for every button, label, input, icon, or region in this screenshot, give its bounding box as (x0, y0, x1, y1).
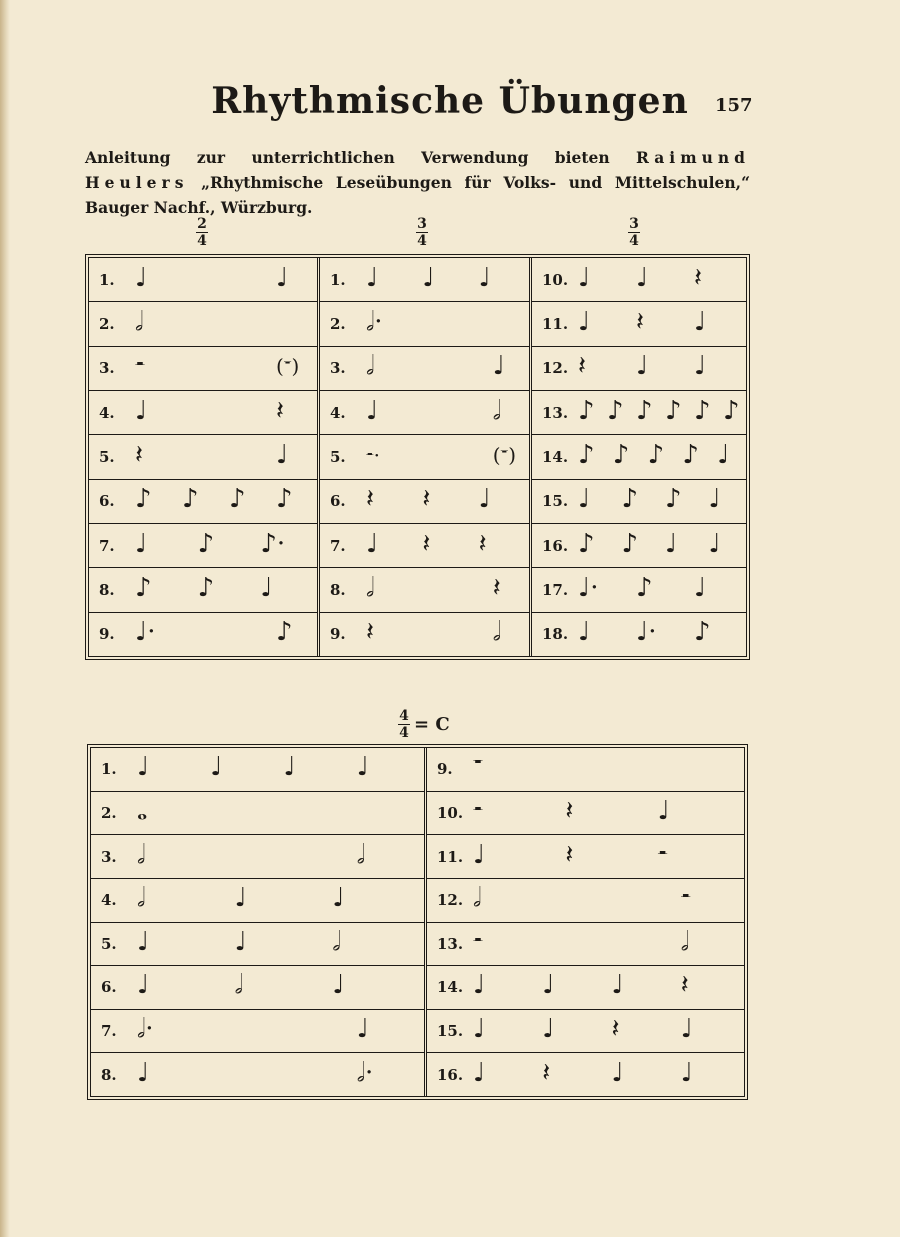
note-glyph: 𝅗𝅥 (356, 839, 366, 870)
note-glyph: 𝄽 (276, 395, 284, 426)
rhythm-notes (572, 613, 746, 656)
note-glyph: ♩· (635, 617, 657, 648)
note-glyph: ♪ (229, 484, 246, 515)
note-glyph: 𝄽 (366, 617, 374, 648)
rhythm-notes (131, 748, 424, 791)
table-column (89, 258, 317, 656)
time-sig-numerator: 3 (417, 216, 427, 232)
intro-paragraph (85, 145, 750, 220)
note-glyph: 𝅗𝅥· (356, 1057, 374, 1088)
table-row (89, 258, 317, 301)
note-glyph: ♩ (283, 752, 296, 783)
rhythm-notes (467, 1053, 744, 1096)
time-sig-denominator: 4 (629, 233, 639, 249)
note-glyph: ♪ (276, 484, 293, 515)
note-glyph: ♩ (542, 1013, 555, 1044)
table-row (532, 612, 746, 656)
note-glyph: ♩ (137, 752, 150, 783)
note-glyph: ♩ (542, 970, 555, 1001)
note-glyph: 𝅗𝅥· (137, 1013, 154, 1044)
table-row (320, 523, 529, 567)
note-glyph: ♩ (135, 528, 148, 559)
note-glyph: ♩ (234, 926, 247, 957)
note-glyph: ♩ (708, 484, 721, 515)
exercise-number: 7. (99, 536, 115, 555)
exercise-number: 2. (99, 314, 115, 333)
time-sig-denominator: 4 (197, 233, 207, 249)
exercise-number: 6. (101, 978, 117, 997)
exercise-number: 10. (542, 270, 569, 289)
note-glyph: ♩ (356, 752, 370, 783)
table-row (89, 612, 317, 656)
rhythm-notes (572, 568, 746, 611)
note-glyph: ♩ (635, 262, 649, 293)
note-glyph: ♩ (492, 351, 506, 382)
table-row (91, 878, 424, 922)
rhythm-notes (360, 524, 529, 567)
rhythm-notes (131, 1053, 424, 1096)
note-glyph: ♪ (647, 439, 665, 470)
table-row (91, 965, 424, 1009)
table-row (89, 479, 317, 523)
table-row (91, 922, 424, 966)
table-row (91, 748, 424, 791)
note-glyph: 𝅗𝅥 (366, 351, 375, 382)
rhythm-notes (467, 835, 744, 878)
time-sig-numerator: 2 (197, 216, 207, 232)
table-row (532, 567, 746, 611)
exercise-number: 1. (330, 270, 346, 289)
table-row (320, 346, 529, 390)
note-glyph: 𝄼 (657, 839, 668, 870)
note-glyph: ♩ (708, 528, 721, 559)
table-row (427, 965, 744, 1009)
exercise-number: 12. (437, 891, 464, 910)
rhythm-notes (360, 258, 529, 301)
exercise-number: 16. (542, 536, 569, 555)
note-glyph: ♩ (137, 926, 150, 957)
table-row (91, 1052, 424, 1096)
note-glyph: (𝄻) (276, 354, 300, 379)
rhythm-notes (129, 347, 317, 390)
table-row (532, 523, 746, 567)
rhythm-notes (572, 435, 746, 478)
note-glyph: (𝄻) (492, 442, 516, 467)
note-glyph: 𝅗𝅥 (332, 926, 341, 957)
table-row (320, 390, 529, 434)
table-row (320, 258, 529, 301)
note-glyph: ♪ (665, 484, 682, 515)
note-glyph: ♩· (578, 572, 599, 603)
exercise-number: 1. (101, 760, 117, 779)
rhythm-notes (467, 966, 744, 1009)
note-glyph: 𝄽 (542, 1057, 551, 1088)
note-glyph: 𝄽 (492, 572, 501, 603)
note-glyph: 𝄽 (611, 1013, 620, 1044)
rhythm-notes (131, 879, 424, 922)
rhythm-notes (131, 966, 424, 1009)
exercise-number: 11. (542, 314, 569, 333)
exercise-number: 1. (99, 270, 115, 289)
exercise-number: 3. (101, 847, 117, 866)
note-glyph: 𝄽 (422, 484, 431, 515)
exercise-number: 4. (330, 403, 346, 422)
table-row (427, 1052, 744, 1096)
note-glyph: 𝄼 (473, 795, 483, 826)
time-signature-2-4 (196, 216, 208, 249)
table-row (532, 479, 746, 523)
exercise-number: 14. (542, 447, 569, 466)
note-glyph: 𝄽 (135, 439, 143, 470)
table-row (532, 390, 746, 434)
note-glyph: ♪ (197, 528, 215, 559)
note-glyph: ♩ (366, 528, 379, 559)
exercise-number: 4. (99, 403, 115, 422)
note-glyph: ♩ (276, 262, 289, 293)
rhythm-notes (572, 391, 746, 434)
rhythm-notes (131, 1010, 424, 1053)
note-glyph: 𝄽 (478, 528, 487, 559)
note-glyph: ♩ (680, 1013, 694, 1044)
note-glyph: ♩ (611, 970, 624, 1001)
note-glyph: ♩ (366, 395, 379, 426)
exercise-number: 8. (330, 580, 346, 599)
table-row (427, 791, 744, 835)
note-glyph: 𝅗𝅥 (234, 970, 243, 1001)
note-glyph: 𝅗𝅥 (473, 883, 482, 914)
note-glyph: 𝄼 (680, 883, 691, 914)
note-glyph: 𝄼· (366, 442, 380, 467)
time-sig-denominator: 4 (399, 725, 409, 741)
note-glyph: ♩ (276, 439, 289, 470)
note-glyph: ♪ (607, 395, 624, 426)
exercise-number: 5. (101, 934, 117, 953)
table-row (427, 748, 744, 791)
intro-text-2: „Rhythmische Leseübungen für Volks- und Mittelschulen,“ Bauger Nachf., Würzburg. (85, 173, 750, 217)
exercise-number: 2. (101, 803, 117, 822)
table-row (320, 434, 529, 478)
rhythm-notes (131, 835, 424, 878)
note-glyph: ♪ (578, 528, 595, 559)
exercise-number: 5. (99, 447, 115, 466)
rhythm-notes (467, 1010, 744, 1053)
exercise-number: 6. (330, 492, 346, 511)
page-title: Rhythmische Übungen (211, 80, 689, 122)
note-glyph: ♩ (137, 970, 150, 1001)
note-glyph: ♩ (332, 883, 345, 914)
note-glyph: ♪ (682, 439, 699, 470)
note-glyph: ♩ (473, 839, 486, 870)
table-row (91, 791, 424, 835)
note-glyph: 𝄽 (422, 528, 431, 559)
table-row (427, 834, 744, 878)
intro-text-1: Anleitung zur unterrichtlichen Verwendung bieten (85, 148, 610, 167)
rhythm-notes (360, 391, 529, 434)
note-glyph: ♩ (717, 439, 730, 470)
rhythm-table-upper (85, 254, 750, 660)
table-row (89, 523, 317, 567)
table-column (317, 258, 529, 656)
table-row (532, 301, 746, 345)
note-glyph: ♩ (665, 528, 678, 559)
note-glyph: ♩ (693, 306, 707, 337)
note-glyph: ♪ (621, 484, 639, 515)
rhythm-notes (129, 258, 317, 301)
rhythm-notes (572, 347, 746, 390)
exercise-number: 8. (99, 580, 115, 599)
note-glyph: 𝄽 (565, 839, 574, 870)
time-signature-3-4-a (416, 216, 428, 249)
table-column (529, 258, 746, 656)
exercise-number: 9. (437, 760, 453, 779)
note-glyph: ♩ (680, 1057, 694, 1088)
exercise-number: 17. (542, 580, 569, 599)
exercise-number: 3. (330, 359, 346, 378)
exercise-number: 13. (542, 403, 569, 422)
note-glyph: ♩ (422, 262, 435, 293)
intro-author-name: Raimund Heulers (85, 148, 750, 192)
time-signature-3-4-b (628, 216, 640, 249)
time-signature-4-4 (398, 708, 410, 741)
note-glyph: ♩ (260, 572, 273, 603)
rhythm-notes (129, 524, 317, 567)
table-row (427, 1009, 744, 1053)
note-glyph: ♪ (135, 572, 152, 603)
note-glyph: ♪ (665, 395, 682, 426)
note-glyph: ♩ (234, 883, 247, 914)
note-glyph: ♪ (635, 395, 653, 426)
note-glyph: 𝅝 (137, 795, 148, 826)
note-glyph: ♩ (473, 1013, 486, 1044)
note-glyph: 𝅗𝅥 (492, 617, 502, 648)
note-glyph: 𝄽 (366, 484, 374, 515)
note-glyph: ♪ (276, 617, 293, 648)
table-column (424, 748, 744, 1096)
note-glyph: ♩ (473, 1057, 486, 1088)
note-glyph: ♪ (578, 395, 595, 426)
rhythm-notes (129, 391, 317, 434)
rhythm-notes (572, 258, 746, 301)
note-glyph: ♩ (578, 617, 591, 648)
note-glyph: ♩ (611, 1057, 624, 1088)
rhythm-notes (129, 435, 317, 478)
rhythm-notes (360, 480, 529, 523)
rhythm-notes (131, 923, 424, 966)
exercise-number: 18. (542, 625, 569, 644)
table-row (91, 834, 424, 878)
exercise-number: 5. (330, 447, 346, 466)
exercise-number: 7. (101, 1022, 117, 1041)
exercise-number: 11. (437, 847, 464, 866)
note-glyph: ♩ (210, 752, 223, 783)
note-glyph: ♩ (578, 262, 591, 293)
note-glyph: ♪ (693, 617, 711, 648)
exercise-number: 12. (542, 359, 569, 378)
note-glyph: ♩ (473, 970, 486, 1001)
table-row (532, 258, 746, 301)
rhythm-notes (360, 435, 529, 478)
exercise-number: 16. (437, 1065, 464, 1084)
rhythm-notes (467, 879, 744, 922)
note-glyph: ♪ (723, 395, 740, 426)
table-row (320, 301, 529, 345)
table-row (427, 922, 744, 966)
note-glyph: ♪ (693, 395, 711, 426)
table-row (320, 479, 529, 523)
note-glyph: ♩ (366, 262, 379, 293)
table-row (89, 567, 317, 611)
exercise-number: 4. (101, 891, 117, 910)
note-glyph: ♩ (478, 484, 491, 515)
note-glyph: 𝅗𝅥 (137, 839, 146, 870)
note-glyph: ♩ (578, 484, 591, 515)
note-glyph: 𝄽 (578, 351, 586, 382)
rhythm-notes (360, 568, 529, 611)
table-row (89, 301, 317, 345)
exercise-number: 7. (330, 536, 346, 555)
note-glyph: 𝄼 (135, 351, 145, 382)
exercise-number: 9. (330, 625, 346, 644)
note-glyph: 𝅗𝅥 (366, 572, 375, 603)
note-glyph: 𝄼 (473, 926, 483, 957)
note-glyph: ♩ (693, 351, 707, 382)
note-glyph: 𝅗𝅥 (492, 395, 502, 426)
rhythm-notes (360, 613, 529, 656)
rhythm-notes (129, 568, 317, 611)
note-glyph: 𝄽 (693, 262, 702, 293)
note-glyph: 𝅗𝅥· (366, 306, 383, 337)
table-row (89, 346, 317, 390)
note-glyph: ♪ (578, 439, 595, 470)
table-row (320, 612, 529, 656)
note-glyph: ♪ (135, 484, 152, 515)
rhythm-notes (467, 923, 744, 966)
exercise-number: 13. (437, 934, 464, 953)
rhythm-notes (129, 480, 317, 523)
note-glyph: ♩ (478, 262, 491, 293)
table-row (532, 434, 746, 478)
page-edge (0, 0, 10, 1237)
time-sig-numerator: 4 (399, 708, 409, 724)
rhythm-notes (129, 302, 317, 345)
note-glyph: 𝄽 (680, 970, 689, 1001)
exercise-number: 10. (437, 803, 464, 822)
note-glyph: ♪ (197, 572, 215, 603)
note-glyph: ♪ (635, 572, 653, 603)
table-column (91, 748, 424, 1096)
rhythm-notes (572, 480, 746, 523)
note-glyph: ♩ (135, 395, 148, 426)
note-glyph: ♪· (260, 528, 286, 559)
exercise-number: 14. (437, 978, 464, 997)
note-glyph: 𝄻 (473, 752, 483, 783)
exercise-number: 15. (542, 492, 569, 511)
rhythm-notes (129, 613, 317, 656)
exercise-number: 15. (437, 1022, 464, 1041)
note-glyph: ♩· (135, 617, 156, 648)
note-glyph: ♪ (182, 484, 199, 515)
note-glyph: 𝄽 (565, 795, 574, 826)
exercise-number: 3. (99, 359, 115, 378)
note-glyph: ♩ (657, 795, 670, 826)
exercise-number: 6. (99, 492, 115, 511)
table-row (532, 346, 746, 390)
note-glyph: ♪ (621, 528, 639, 559)
table-row (91, 1009, 424, 1053)
note-glyph: ♩ (332, 970, 345, 1001)
time-sig-numerator: 3 (629, 216, 639, 232)
rhythm-notes (572, 302, 746, 345)
note-glyph: ♩ (693, 572, 707, 603)
table-row (427, 878, 744, 922)
note-glyph: 𝅗𝅥 (135, 306, 144, 337)
exercise-number: 2. (330, 314, 346, 333)
page-number: 157 (715, 95, 753, 116)
note-glyph: 𝄽 (635, 306, 644, 337)
note-glyph: ♩ (635, 351, 649, 382)
rhythm-notes (360, 302, 529, 345)
note-glyph: 𝅗𝅥 (680, 926, 690, 957)
rhythm-table-lower (87, 744, 748, 1100)
rhythm-notes (360, 347, 529, 390)
table-row (89, 434, 317, 478)
note-glyph: ♩ (356, 1013, 370, 1044)
common-time-mark: = C (414, 714, 450, 735)
note-glyph: ♩ (137, 1057, 150, 1088)
rhythm-notes (467, 792, 744, 835)
exercise-number: 8. (101, 1065, 117, 1084)
note-glyph: 𝅗𝅥 (137, 883, 146, 914)
exercise-number: 9. (99, 625, 115, 644)
note-glyph: ♪ (612, 439, 630, 470)
note-glyph: ♩ (578, 306, 591, 337)
rhythm-notes (572, 524, 746, 567)
table-row (320, 567, 529, 611)
rhythm-notes (131, 792, 424, 835)
table-row (89, 390, 317, 434)
time-sig-denominator: 4 (417, 233, 427, 249)
rhythm-notes (467, 748, 744, 791)
note-glyph: ♩ (135, 262, 148, 293)
